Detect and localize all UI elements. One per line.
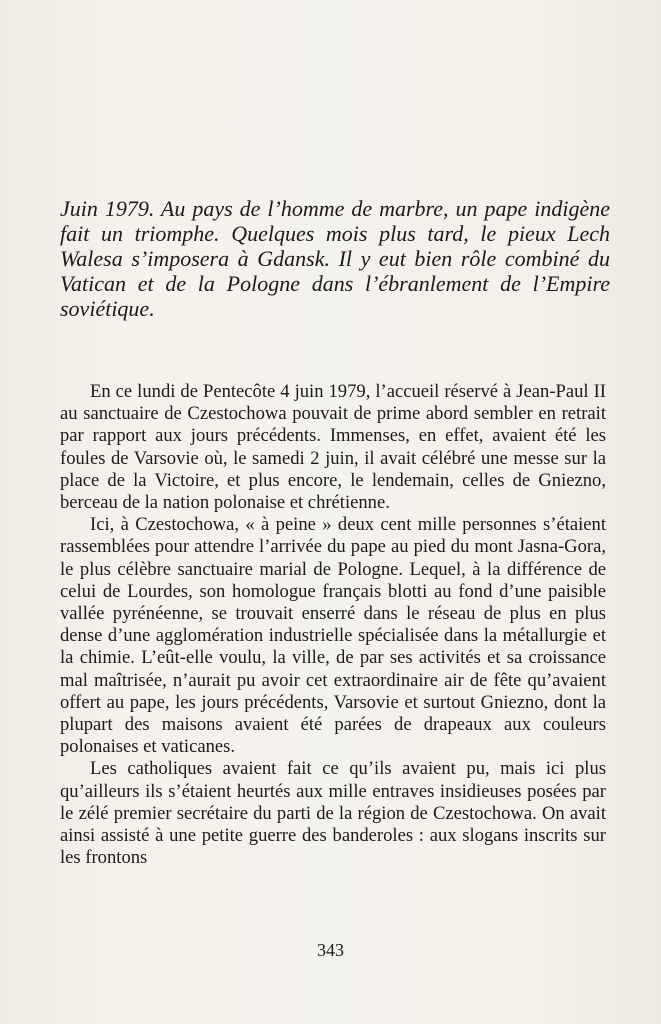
paragraph: En ce lundi de Pentecôte 4 juin 1979, l’accueil réservé à Jean-Paul II au sanctuaire de Czestochowa pouvait de prime abord sembler en retrait par rapport aux jours précédents. Immenses, en effet, avaient été les foules de Varsovie où, le samedi 2 juin, il avait célébré une messe sur la place de la Victoire, et plus encore, le lendemain, celles de Gniezno, berceau de la nation polonaise et chrétienne. bbox=[60, 381, 606, 514]
chapter-epigraph: Juin 1979. Au pays de l’homme de marbre, un pape indigène fait un triomphe. Quelques mois plus tard, le pieux Lech Walesa s’imposera à Gdansk. Il y eut bien rôle combiné du Vatican et de la Pologne dans l’ébranlement de l’Empire soviétique. bbox=[60, 196, 610, 321]
page-number: 343 bbox=[317, 940, 344, 960]
body-text bbox=[60, 381, 606, 869]
paragraph: Ici, à Czestochowa, « à peine » deux cent mille personnes s’étaient rassemblées pour attendre l’arrivée du pape au pied du mont Jasna-Gora, le plus célèbre sanctuaire marial de Pologne. Lequel, à la différence de celui de Lourdes, son homologue français blotti au fond d’une paisible vallée pyrénéenne, se trouvait enserré dans le réseau de plus en plus dense d’une agglomération industrielle spécialisée dans la métallurgie et la chimie. L’eût-elle voulu, la ville, de par ses activités et sa croissance mal maîtrisée, n’aurait pu avoir cet extraordinaire air de fête qu’avaient offert au pape, les jours précédents, Varsovie et surtout Gniezno, dont la plupart des maisons avaient été parées de drapeaux aux couleurs polonaises et vaticanes. bbox=[60, 514, 606, 758]
paragraph: Les catholiques avaient fait ce qu’ils avaient pu, mais ici plus qu’ailleurs ils s’étaient heurtés aux mille entraves insidieuses posées par le zélé premier secrétaire du parti de la région de Czestochowa. On avait ainsi assisté à une petite guerre des banderoles : aux slogans inscrits sur les frontons bbox=[60, 758, 606, 869]
